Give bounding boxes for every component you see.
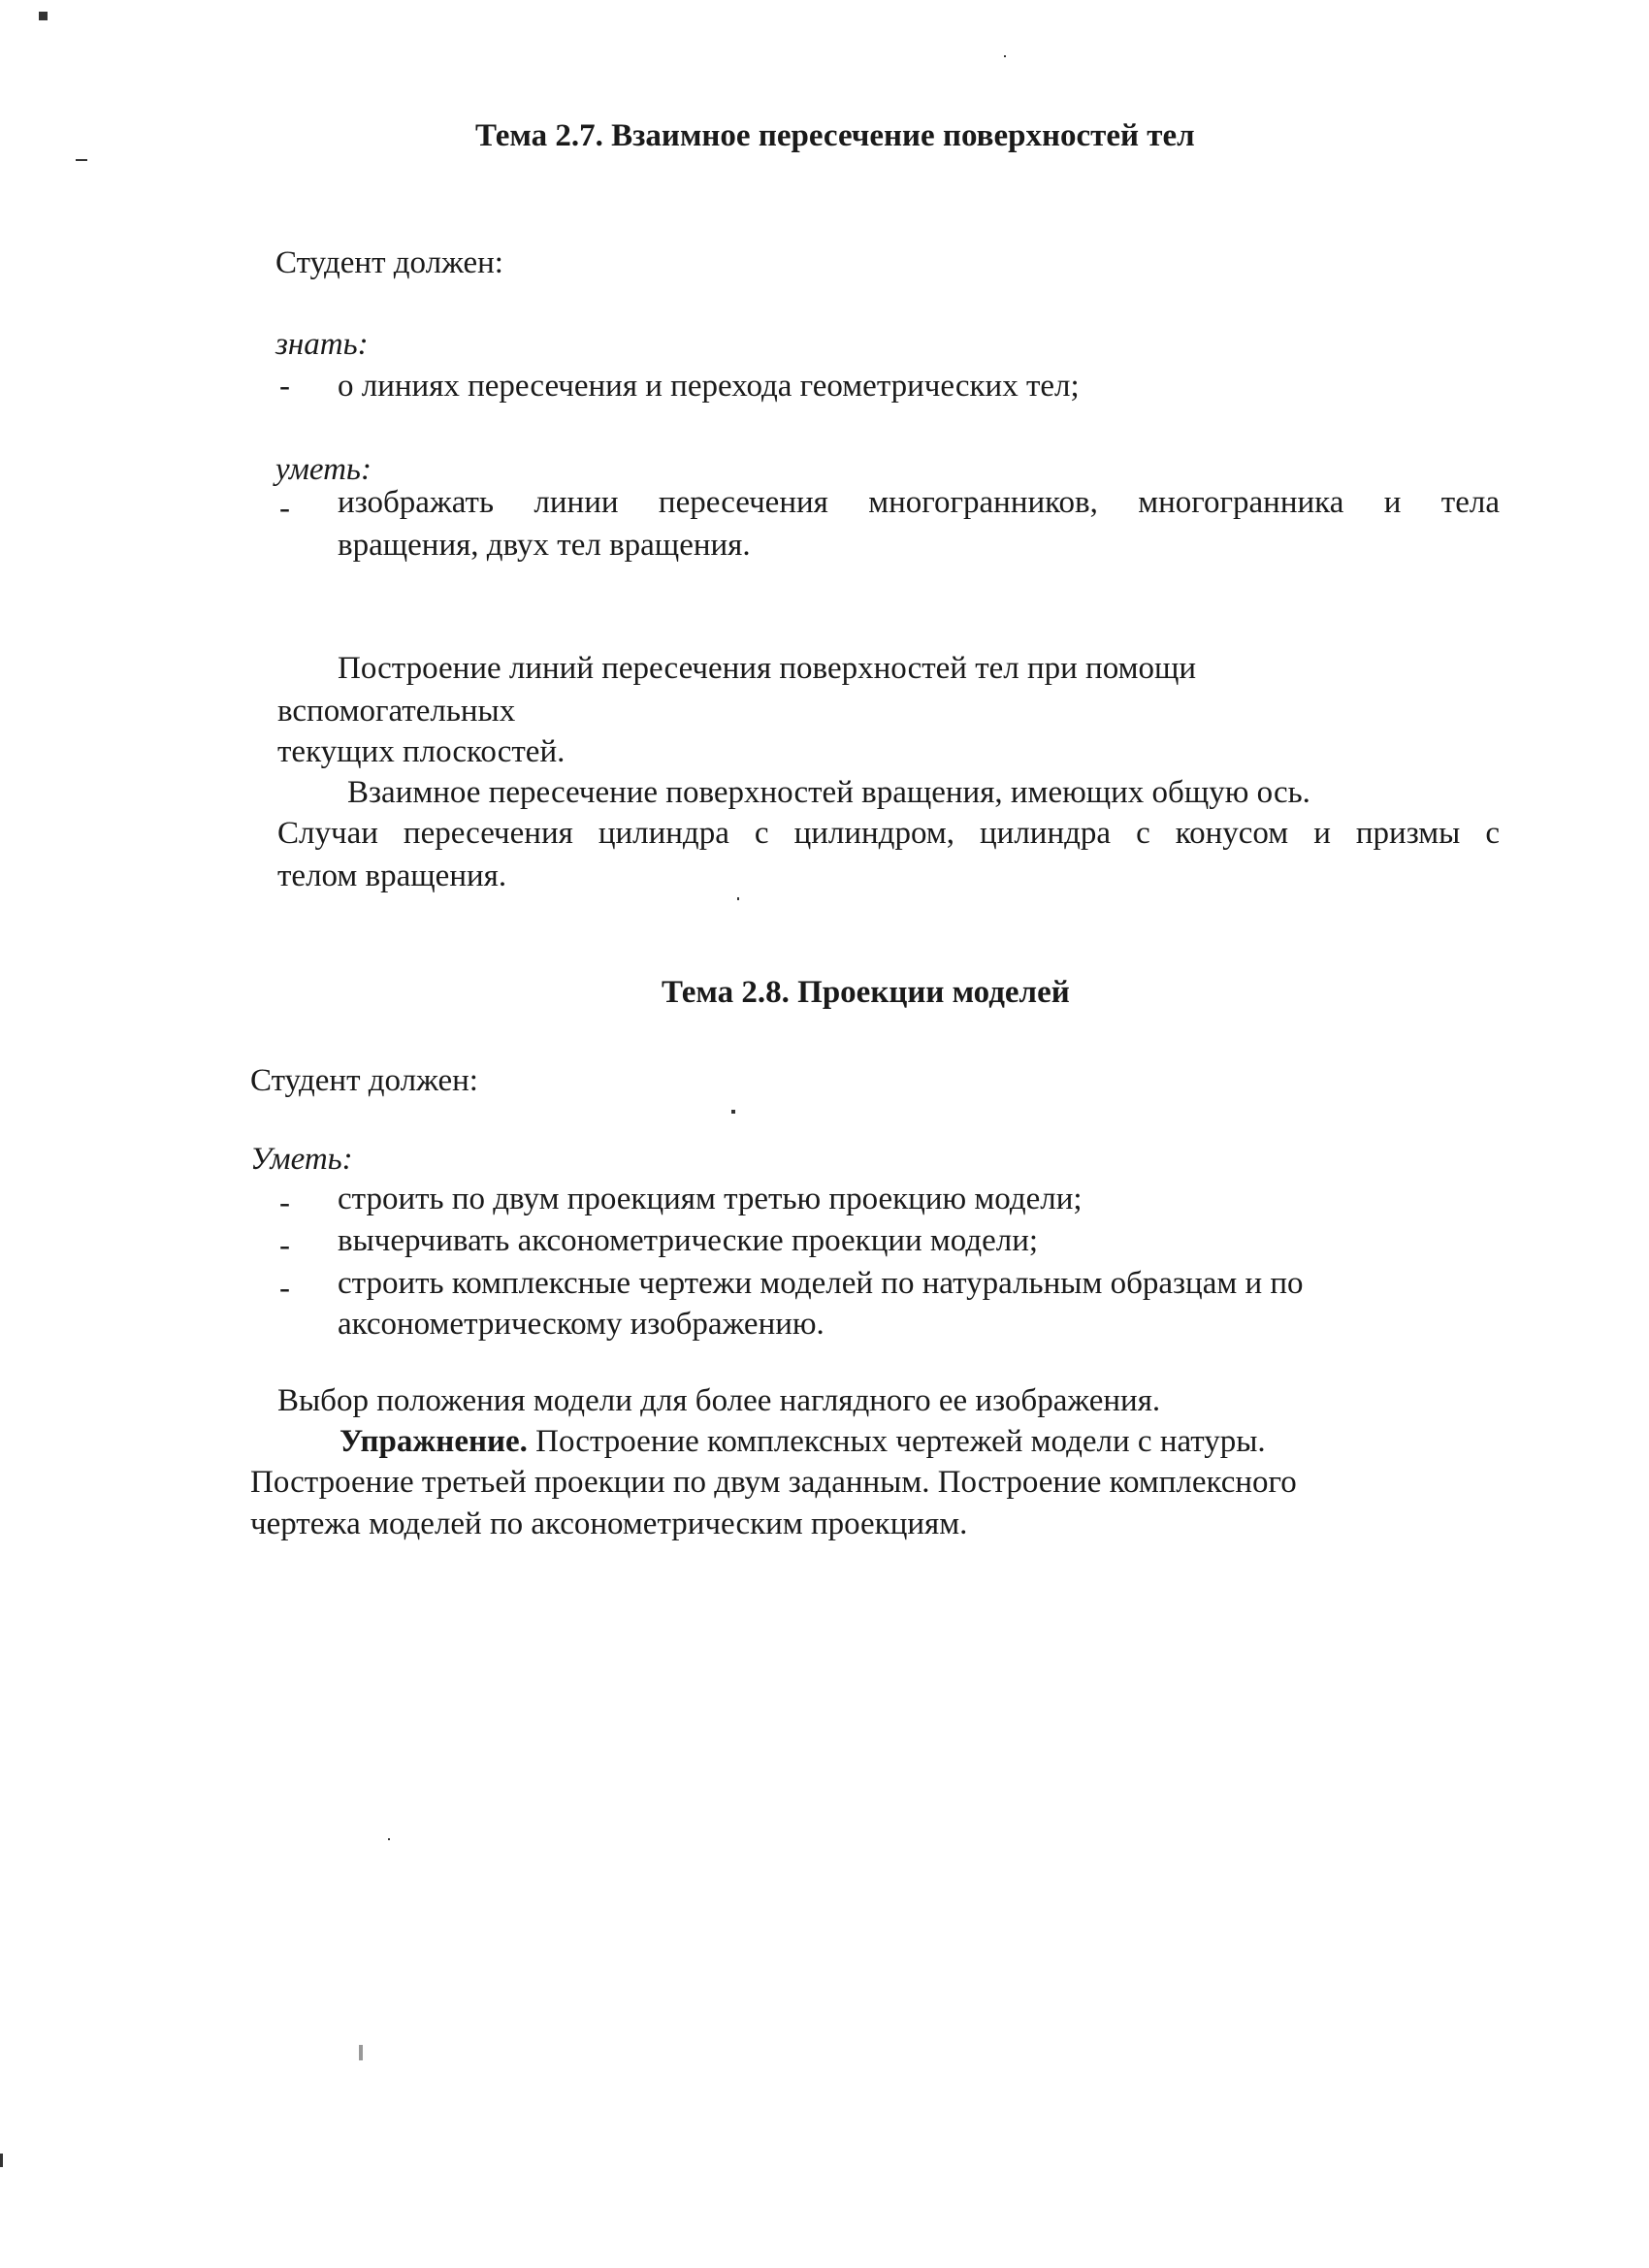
topic-2-7-heading: Тема 2.7. Взаимное пересечение поверхностей тел [475,118,1195,153]
scan-speck [1004,55,1006,57]
topic-2-7-paragraph-1-line2: вспомогательных [277,694,516,729]
scan-speck [737,897,739,900]
scan-speck [39,12,48,20]
topic-2-7-paragraph-2-line2: Случаи пересечения цилиндра с цилиндром, цилиндра с конусом и призмы с [277,816,1500,851]
scan-speck [0,2154,3,2167]
exercise-text: Построение комплексных чертежей модели с натуры. [527,1424,1266,1459]
topic-2-8-can-label: Уметь: [250,1142,353,1177]
topic-2-8-heading: Тема 2.8. Проекции моделей [662,975,1070,1010]
list-dash: - [279,1185,290,1220]
scan-speck [359,2045,363,2060]
topic-2-7-can-item-line2: вращения, двух тел вращения. [338,528,751,563]
scan-speck [388,1838,390,1840]
topic-2-7-can-item-line1: изображать линии пересечения многогранников, многогранника и тела [338,485,1500,520]
topic-2-7-can-label: уметь: [275,452,372,487]
topic-2-8-exercise-line1 [340,1420,1266,1463]
topic-2-7-know-label: знать: [275,327,369,362]
topic-2-8-can-item-3-line1: строить комплексные чертежи моделей по натуральным образцам и по [338,1266,1304,1301]
topic-2-8-can-item-1: строить по двум проекциям третью проекцию модели; [338,1182,1083,1216]
topic-2-7-paragraph-2-line3: телом вращения. [277,859,507,893]
topic-2-7-paragraph-1-line3: текущих плоскостей. [277,734,566,769]
topic-2-7-student-must: Студент должен: [275,245,503,280]
topic-2-8-paragraph-1: Выбор положения модели для более наглядного ее изображения. [277,1383,1161,1418]
scan-speck [731,1110,735,1114]
topic-2-8-can-item-2: вычерчивать аксонометрические проекции модели; [338,1223,1039,1258]
scan-speck [76,159,87,161]
topic-2-8-student-must: Студент должен: [250,1063,478,1098]
list-dash: - [279,491,290,526]
topic-2-8-can-item-3-line2: аксонометрическому изображению. [338,1307,824,1342]
exercise-label: Упражнение. [340,1424,528,1459]
topic-2-7-paragraph-2-line1: Взаимное пересечение поверхностей вращения, имеющих общую ось. [347,775,1310,810]
list-dash: - [279,369,290,404]
topic-2-7-know-item: о линиях пересечения и перехода геометрических тел; [338,369,1080,404]
topic-2-8-exercise-line3: чертежа моделей по аксонометрическим проекциям. [250,1507,968,1541]
topic-2-8-exercise-line2: Построение третьей проекции по двум заданным. Построение комплексного [250,1465,1297,1500]
topic-2-7-paragraph-1-line1: Построение линий пересечения поверхностей тел при помощи [338,651,1197,686]
list-dash: - [279,1271,290,1306]
list-dash: - [279,1228,290,1263]
